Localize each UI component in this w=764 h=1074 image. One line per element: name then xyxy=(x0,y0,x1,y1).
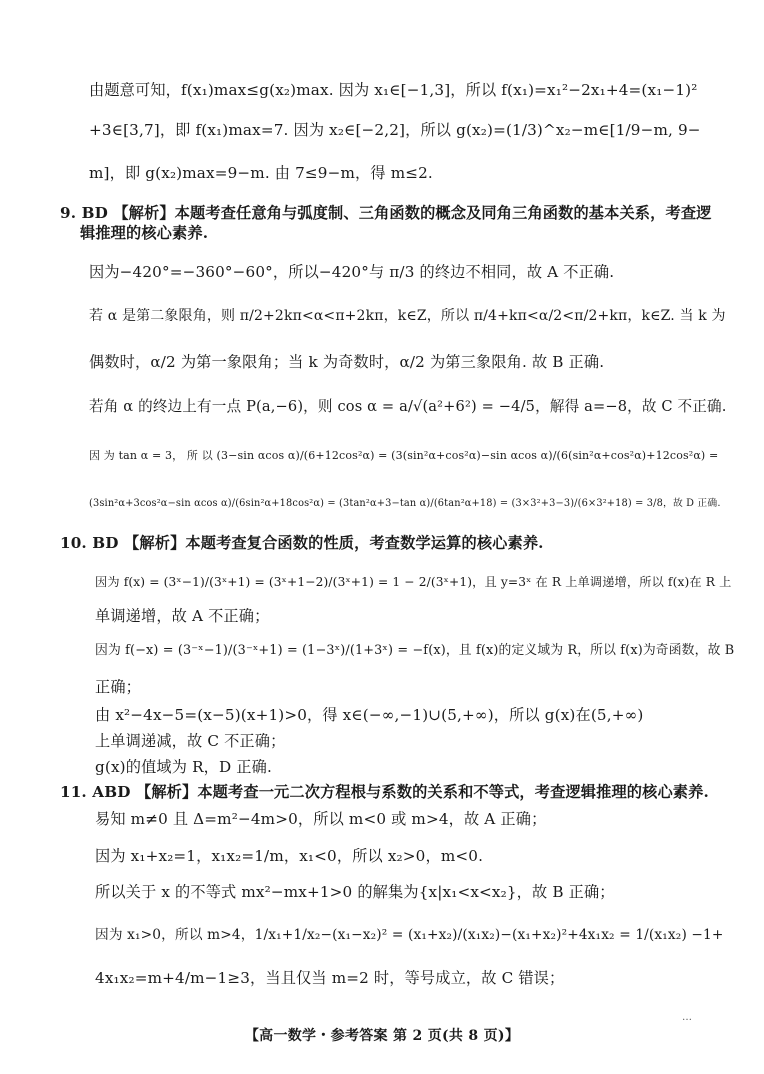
text-line: 偶数时，α/2 为第一象限角；当 k 为奇数时，α/2 为第三象限角. 故 B 正确. xyxy=(89,353,605,371)
text-line: 所以关于 x 的不等式 mx²−mx+1>0 的解集为{x|x₁<x<x₂}，故 B 正确； xyxy=(95,883,615,901)
text-line: 若 α 是第二象限角，则 π/2+2kπ<α<π+2kπ，k∈Z，所以 π/4+kπ<α/2<π/2+kπ，k∈Z. 当 k 为 xyxy=(89,308,726,324)
question-heading: 10. BD 【解析】本题考查复合函数的性质，考查数学运算的核心素养. xyxy=(60,534,544,552)
text-line: g(x)的值域为 R，D 正确. xyxy=(95,758,272,776)
text-line: m]，即 g(x₂)max=9−m. 由 7≤9−m，得 m≤2. xyxy=(89,164,433,182)
text-line: 因为−420°=−360°−60°，所以−420°与 π/3 的终边不相同，故 A 不正确. xyxy=(89,263,615,281)
question-heading: 9. BD 【解析】本题考查任意角与弧度制、三角函数的概念及同角三角函数的基本关系，考查逻 xyxy=(60,204,712,222)
text-line: 因 为 tan α = 3， 所 以 (3−sin αcos α)/(6+12cos²α) = (3(sin²α+cos²α)−sin αcos α)/(6(sin²α+cos²α)+12cos²α) = xyxy=(89,449,719,462)
text-line: 因为 f(−x) = (3⁻ˣ−1)/(3⁻ˣ+1) = (1−3ˣ)/(1+3ˣ) = −f(x)，且 f(x)的定义域为 R，所以 f(x)为奇函数，故 B xyxy=(95,643,735,658)
text-line: +3∈[3,7]，即 f(x₁)max=7. 因为 x₂∈[−2,2]，所以 g(x₂)=(1/3)^x₂−m∈[1/9−m, 9− xyxy=(89,121,701,139)
text-line: 若角 α 的终边上有一点 P(a,−6)，则 cos α = a/√(a²+6²) = −4/5，解得 a=−8，故 C 不正确. xyxy=(89,398,727,415)
text-line: 易知 m≠0 且 Δ=m²−4m>0，所以 m<0 或 m>4，故 A 正确； xyxy=(95,810,547,828)
question-heading: 11. ABD 【解析】本题考查一元二次方程根与系数的关系和不等式，考查逻辑推理的核心素养. xyxy=(60,783,709,801)
text-line: (3sin²α+3cos²α−sin αcos α)/(6sin²α+18cos²α) = (3tan²α+3−tan α)/(6tan²α+18) = (3×3²+3−3)/(6×3²+18) = 3/8，故 D 正确. xyxy=(89,498,721,509)
text-line: 上单调递减，故 C 不正确； xyxy=(95,732,286,750)
question-heading: 辑推理的核心素养. xyxy=(80,224,209,242)
text-line: 因为 x₁+x₂=1，x₁x₂=1/m，x₁<0，所以 x₂>0，m<0. xyxy=(95,847,484,865)
text-line: 因为 x₁>0，所以 m>4，1/x₁+1/x₂−(x₁−x₂)² = (x₁+x₂)/(x₁x₂)−(x₁+x₂)²+4x₁x₂ = 1/(x₁x₂) −1+ xyxy=(95,927,724,943)
text-line: 因为 f(x) = (3ˣ−1)/(3ˣ+1) = (3ˣ+1−2)/(3ˣ+1) = 1 − 2/(3ˣ+1)，且 y=3ˣ 在 R 上单调递增，所以 f(x)在 R 上 xyxy=(95,575,732,589)
text-line: 正确； xyxy=(95,678,142,696)
corner-mark: … xyxy=(682,1012,692,1023)
text-line: 由题意可知，f(x₁)max≤g(x₂)max. 因为 x₁∈[−1,3]，所以 f(x₁)=x₁²−2x₁+4=(x₁−1)² xyxy=(89,81,698,99)
text-line: 由 x²−4x−5=(x−5)(x+1)>0，得 x∈(−∞,−1)∪(5,+∞)，所以 g(x)在(5,+∞) xyxy=(95,706,644,724)
text-line: 4x₁x₂=m+4/m−1≥3，当且仅当 m=2 时，等号成立，故 C 错误； xyxy=(95,969,565,987)
text-line: 单调递增，故 A 不正确； xyxy=(95,607,270,625)
page-footer: 【高一数学・参考答案 第 2 页(共 8 页)】 xyxy=(244,1028,520,1044)
